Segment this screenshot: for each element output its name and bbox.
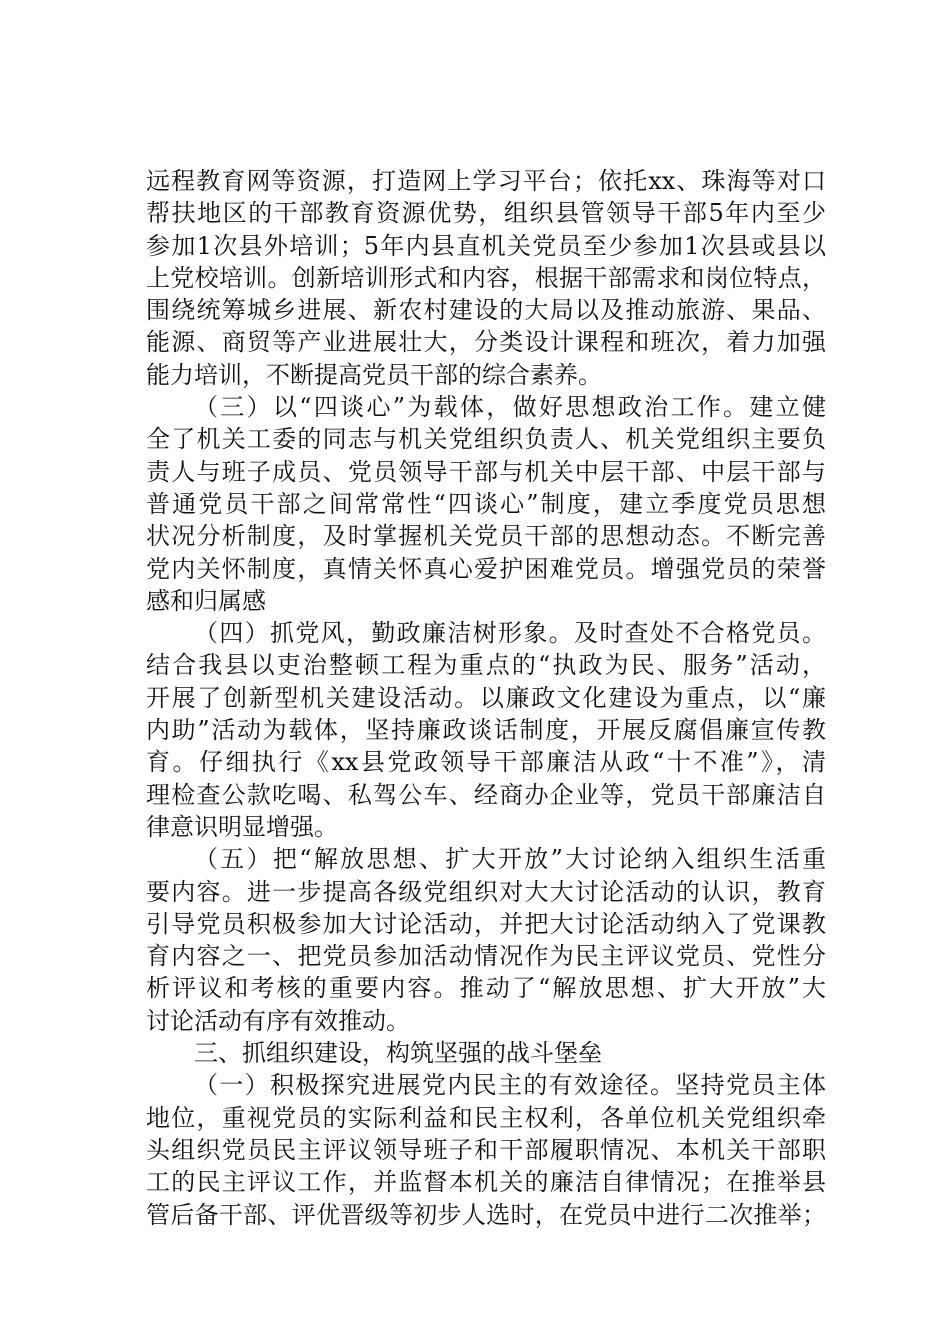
text-line: 工的民主评议工作，并监督本机关的廉洁自律情况；在推举县 bbox=[146, 1168, 826, 1197]
text-line: 普通党员干部之间常常性“四谈心”制度，建立季度党员思想 bbox=[146, 489, 826, 518]
text-line: 感和归属感 bbox=[146, 586, 266, 615]
text-line: 开展了创新型机关建设活动。以廉政文化建设为重点，以“廉 bbox=[146, 683, 826, 712]
text-line: 帮扶地区的干部教育资源优势，组织县管领导干部5年内至少 bbox=[146, 199, 826, 228]
text-line: 引导党员积极参加大讨论活动，并把大讨论活动纳入了党课教 bbox=[146, 909, 826, 938]
text-line: 管后备干部、评优晋级等初步人选时，在党员中进行二次推举； bbox=[146, 1200, 826, 1229]
paragraph-heading-1: （一）积极探究进展党内民主的有效途径。坚持党员主体 bbox=[194, 1071, 826, 1100]
text-line: 状况分析制度，及时掌握机关党员干部的思想动态。不断完善 bbox=[146, 522, 826, 551]
text-line: 理检查公款吃喝、私驾公车、经商办企业等，党员干部廉洁自 bbox=[146, 780, 826, 809]
text-line: 结合我县以吏治整顿工程为重点的“执政为民、服务”活动， bbox=[146, 651, 826, 680]
text-line: 参加1次县外培训；5年内县直机关党员至少参加1次县或县以 bbox=[146, 231, 826, 260]
text-line: 内助”活动为载体，坚持廉政谈话制度，开展反腐倡廉宣传教 bbox=[146, 716, 826, 745]
section-heading: 三、抓组织建设，构筑坚强的战斗堡垒 bbox=[194, 1039, 602, 1068]
text-line: 围绕统筹城乡进展、新农村建设的大局以及推动旅游、果品、 bbox=[146, 296, 826, 325]
text-line: 育。仔细执行《xx县党政领导干部廉洁从政“十不准”》，清 bbox=[146, 748, 826, 777]
text-line: 全了机关工委的同志与机关党组织负责人、机关党组织主要负 bbox=[146, 425, 826, 454]
paragraph-heading-4: （四）抓党风，勤政廉洁树形象。及时查处不合格党员。 bbox=[194, 619, 826, 648]
text-line: 上党校培训。创新培训形式和内容，根据干部需求和岗位特点， bbox=[146, 263, 826, 292]
paragraph-heading-3: （三）以“四谈心”为载体，做好思想政治工作。建立健 bbox=[194, 393, 826, 422]
text-line: 析评议和考核的重要内容。推动了“解放思想、扩大开放”大 bbox=[146, 974, 826, 1003]
text-line: 党内关怀制度，真情关怀真心爱护困难党员。增强党员的荣誉 bbox=[146, 554, 826, 583]
text-line: 律意识明显增强。 bbox=[146, 812, 338, 841]
text-line: 头组织党员民主评议领导班子和干部履职情况、本机关干部职 bbox=[146, 1135, 826, 1164]
text-line: 能力培训，不断提高党员干部的综合素养。 bbox=[146, 360, 602, 389]
text-line: 要内容。进一步提高各级党组织对大大讨论活动的认识，教育 bbox=[146, 877, 826, 906]
text-line: 责人与班子成员、党员领导干部与机关中层干部、中层干部与 bbox=[146, 457, 826, 486]
document-body bbox=[146, 165, 826, 1231]
text-line: 讨论活动有序有效推动。 bbox=[146, 1006, 410, 1035]
text-line: 育内容之一、把党员参加活动情况作为民主评议党员、党性分 bbox=[146, 942, 826, 971]
text-line: 地位，重视党员的实际利益和民主权利，各单位机关党组织牵 bbox=[146, 1103, 826, 1132]
paragraph-heading-5: （五）把“解放思想、扩大开放”大讨论纳入组织生活重 bbox=[194, 845, 826, 874]
text-line: 远程教育网等资源，打造网上学习平台；依托xx、珠海等对口 bbox=[146, 167, 826, 195]
text-line: 能源、商贸等产业进展壮大，分类设计课程和班次，着力加强 bbox=[146, 328, 826, 357]
